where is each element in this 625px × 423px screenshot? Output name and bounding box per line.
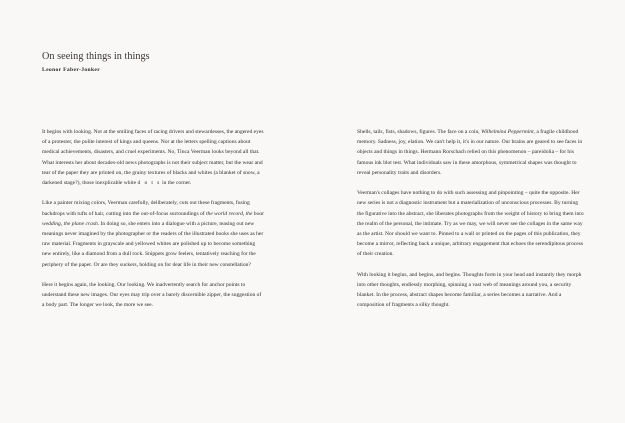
paragraph: [42, 127, 264, 188]
italic-title: Wilhelmina Peppermint: [481, 129, 534, 135]
essay-title: On seeing things in things: [42, 51, 150, 62]
spaced-word: d o t s: [137, 180, 161, 187]
left-page: [0, 0, 312, 423]
paragraph: [42, 280, 264, 311]
paragraph: [357, 270, 585, 311]
author-name: Leonor Faber-Jonker: [42, 67, 101, 73]
paragraph: [357, 127, 585, 178]
paragraph-text: in the corner.: [160, 180, 192, 187]
right-column-text: [357, 127, 585, 321]
paragraph-text: Veerman's collages have nothing to do with such assessing and pinpointing – quite the opposite. Her new series is not a diagnostic instrument but a materialization of unconscious processes. By turning the figurative into the abstract, she liberates photographs from the weight of history to bring them into the realm of the personal, the intimate. Try as we may, we will never see the collages in the same way as the artist. Nor should we want to. Pinned to a wall or printed on the pages of this publication, they become a mirror, reflecting back a unique, arbitrary engagement that echoes the serendipitous process of their creation.: [357, 190, 584, 258]
paragraph-text: , a fragile childhood memory. Sadness, joy, elation. We can't help it, it's in our nature. Our brains are geared to see faces in objects and things in things. Hermann Rorschach relied on this phenomenon – pareidolia – for his famous ink blot test. What individuals saw in these amorphous, symmetrical shapes was thought to reveal personality traits and disorders.: [357, 129, 583, 176]
paragraph-text: Shells, tails, fists, shadows, figures. The face on a coin,: [357, 129, 482, 135]
paragraph-text: . In doing so, she enters into a dialogue with a picture, teasing out new meanings never imagined by the photographer or the readers of the illustrated books she uses as her raw material. Fragments in grayscale and yellowed whites are polished up to become something new entirely, like a diamond from a dull rock. Snippets grow feelers, tentatively reaching for the periphery of the paper. Or are they suckers, holding on for dear life in their new constellation?: [42, 220, 264, 268]
paragraph: [42, 198, 264, 269]
paragraph-text: It begins with looking. Not at the smiling faces of racing drivers and stewardesses, the angered eyes of a protester, the polite interest of kings and queens. Nor at the letters spelling captions about medical achievements, disasters, and cruel experiments. No, Tinca Veerman looks beyond all that. What interests her about decades-old news photographs is not their subject matter, but the wear and tear of the paper they are printed on, the grainy textures of blacks and whites (a blanket of snow, a darkened stage?), those inexplicable white: [42, 129, 264, 187]
right-page: [313, 0, 625, 423]
left-column-text: [42, 127, 264, 321]
paragraph-text: With looking it begins, and begins, and begins. Thoughts form in your head and instantly they morph into other thoughts, endlessly morphing, spinning a vast web of meanings around you, a security blanket. In the process, abstract shapes become familiar, a series becomes a narrative. And a composition of fragments a silky thought.: [357, 271, 582, 309]
paragraph-text: Here it begins again, the looking. Our looking. We inadvertently search for anchor points to understand these new images. Our eyes may trip over a barely discernible zipper, the suggestion of a body part. The longer we look, the more we see.: [42, 282, 262, 309]
italic-titles: the world record, the boat wedding, the plane crash: [42, 210, 264, 227]
paragraph: [357, 188, 585, 259]
paragraph-text: Like a painter mixing colors, Veerman carefully, deliberately, cuts out these fragments, fusing backdrops with tufts of hair, cutting into the out-of-focus surroundings of: [42, 200, 250, 217]
